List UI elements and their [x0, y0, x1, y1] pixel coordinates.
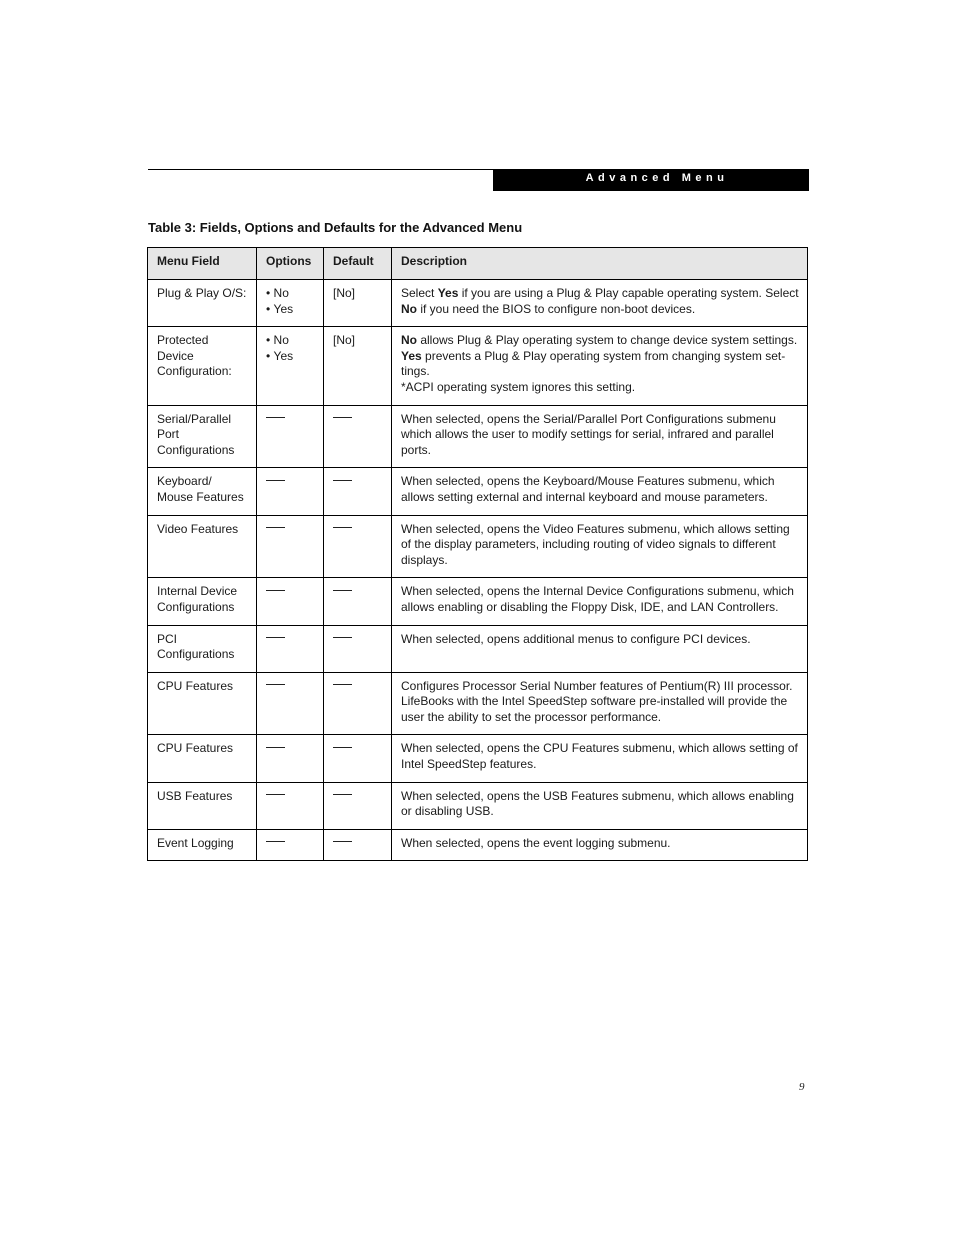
cell-menu-field: Plug & Play O/S: — [148, 280, 257, 327]
description-emphasis: No — [401, 301, 417, 316]
description-text: prevents a Plug & Play operating system from changing system set-tings. — [401, 348, 786, 379]
cell-options — [257, 782, 324, 829]
table-row — [148, 625, 808, 672]
description-emphasis: No — [401, 333, 417, 348]
cell-default — [324, 515, 392, 578]
description-text: When selected, opens additional menus to configure PCI devices. — [401, 631, 751, 646]
page-number: 9 — [799, 1081, 805, 1093]
table-row — [148, 515, 808, 578]
cell-menu-field: Event Logging — [148, 829, 257, 861]
description-emphasis: Yes — [401, 348, 422, 363]
cell-options — [257, 672, 324, 735]
section-header-bar — [493, 169, 809, 191]
cell-description — [392, 672, 808, 735]
cell-options — [257, 280, 324, 327]
empty-dash — [333, 684, 352, 685]
table-row — [148, 735, 808, 782]
cell-description — [392, 468, 808, 515]
empty-dash — [266, 747, 285, 748]
cell-description — [392, 405, 808, 468]
header-rule — [148, 169, 494, 170]
cell-options — [257, 515, 324, 578]
table-row — [148, 280, 808, 327]
option-item: • No — [266, 286, 315, 302]
table-row — [148, 468, 808, 515]
option-item: • No — [266, 333, 315, 349]
default-value: [No] — [333, 333, 356, 348]
empty-dash — [333, 794, 352, 795]
empty-dash — [333, 417, 352, 418]
cell-default — [324, 735, 392, 782]
cell-menu-field: Internal Device Configurations — [148, 578, 257, 625]
cell-default — [324, 625, 392, 672]
cell-description — [392, 625, 808, 672]
description-paragraph — [401, 380, 799, 396]
cell-description — [392, 578, 808, 625]
empty-dash — [266, 417, 285, 418]
cell-menu-field: Keyboard/ Mouse Features — [148, 468, 257, 515]
empty-dash — [266, 794, 285, 795]
description-text: Select — [401, 286, 438, 300]
description-emphasis: Yes — [437, 286, 459, 300]
cell-default — [324, 327, 392, 405]
option-item: • Yes — [266, 349, 315, 365]
table-row — [148, 405, 808, 468]
description-paragraph — [401, 412, 799, 459]
description-text: *ACPI operating system ignores this setting. — [401, 379, 636, 394]
description-text: allows Plug & Play operating system to change device system settings. — [417, 333, 798, 348]
advanced-menu-table — [147, 247, 808, 861]
description-text: When selected, opens the Internal Device Configurations submenu, which allows enabling or disabling the Floppy Disk, IDE, and LAN Controllers. — [401, 584, 794, 614]
cell-menu-field: Video Features — [148, 515, 257, 578]
description-paragraph — [401, 789, 799, 820]
empty-dash — [266, 841, 285, 842]
empty-dash — [333, 747, 352, 748]
description-paragraph — [401, 632, 799, 648]
empty-dash — [333, 841, 352, 842]
description-text: When selected, opens the CPU Features submenu, which allows setting of Intel SpeedStep features. — [401, 741, 798, 772]
description-paragraph — [401, 584, 799, 615]
cell-default — [324, 405, 392, 468]
table-row — [148, 829, 808, 861]
cell-options — [257, 405, 324, 468]
empty-dash — [266, 480, 285, 481]
cell-menu-field: USB Features — [148, 782, 257, 829]
empty-dash — [333, 527, 352, 528]
empty-dash — [266, 527, 285, 528]
description-text: When selected, opens the USB Features submenu, which allows enabling or disabling USB. — [401, 788, 794, 819]
description-paragraph — [401, 522, 799, 569]
section-title: Advanced Menu — [585, 172, 729, 184]
cell-default — [324, 578, 392, 625]
description-text: When selected, opens the Video Features submenu, which allows setting of the display parameters, including routing of video signals to different displays. — [401, 521, 790, 567]
table-row — [148, 782, 808, 829]
cell-description — [392, 829, 808, 861]
description-paragraph — [401, 333, 799, 380]
table-body — [148, 280, 808, 861]
column-header-options: Options — [257, 248, 324, 280]
table-row — [148, 578, 808, 625]
table-title: Table 3: Fields, Options and Defaults for the Advanced Menu — [148, 220, 523, 235]
description-paragraph — [401, 741, 799, 772]
description-text: Configures Processor Serial Number features of Pentium(R) III processor. LifeBooks with the Intel SpeedStep software pre-installed will provide the user the ability to set the processor performance. — [401, 678, 793, 724]
cell-options — [257, 468, 324, 515]
cell-menu-field: CPU Features — [148, 672, 257, 735]
cell-options — [257, 625, 324, 672]
description-text: When selected, opens the event logging submenu. — [401, 835, 671, 850]
cell-default — [324, 468, 392, 515]
column-header-description: Description — [392, 248, 808, 280]
cell-menu-field: CPU Features — [148, 735, 257, 782]
empty-dash — [333, 590, 352, 591]
cell-menu-field: Protected Device Configuration: — [148, 327, 257, 405]
cell-default — [324, 672, 392, 735]
cell-options — [257, 829, 324, 861]
description-paragraph — [401, 474, 799, 505]
cell-menu-field: Serial/Parallel Port Configurations — [148, 405, 257, 468]
cell-options — [257, 327, 324, 405]
column-header-default: Default — [324, 248, 392, 280]
cell-default — [324, 782, 392, 829]
description-text: if you need the BIOS to configure non-boot devices. — [417, 301, 696, 316]
empty-dash — [266, 590, 285, 591]
table-row — [148, 672, 808, 735]
description-text: if you are using a Plug & Play capable operating system. Select — [458, 286, 799, 300]
option-item: • Yes — [266, 302, 315, 318]
empty-dash — [333, 637, 352, 638]
description-text: When selected, opens the Serial/Parallel Port Configurations submenu which allows the user to modify settings for serial, infrared and parallel ports. — [401, 411, 776, 457]
cell-description — [392, 735, 808, 782]
empty-dash — [266, 637, 285, 638]
cell-menu-field: PCI Configurations — [148, 625, 257, 672]
description-paragraph — [401, 836, 799, 852]
table-header-row — [148, 248, 808, 280]
description-text: When selected, opens the Keyboard/Mouse Features submenu, which allows setting external and internal keyboard and mouse parameters. — [401, 474, 775, 504]
cell-description — [392, 515, 808, 578]
cell-description — [392, 782, 808, 829]
description-paragraph — [401, 286, 799, 317]
cell-default — [324, 280, 392, 327]
column-header-menu-field: Menu Field — [148, 248, 257, 280]
default-value: [No] — [333, 286, 356, 300]
cell-description — [392, 280, 808, 327]
empty-dash — [333, 480, 352, 481]
cell-description — [392, 327, 808, 405]
empty-dash — [266, 684, 285, 685]
cell-default — [324, 829, 392, 861]
cell-options — [257, 578, 324, 625]
table-row — [148, 327, 808, 405]
cell-options — [257, 735, 324, 782]
description-paragraph — [401, 679, 799, 726]
